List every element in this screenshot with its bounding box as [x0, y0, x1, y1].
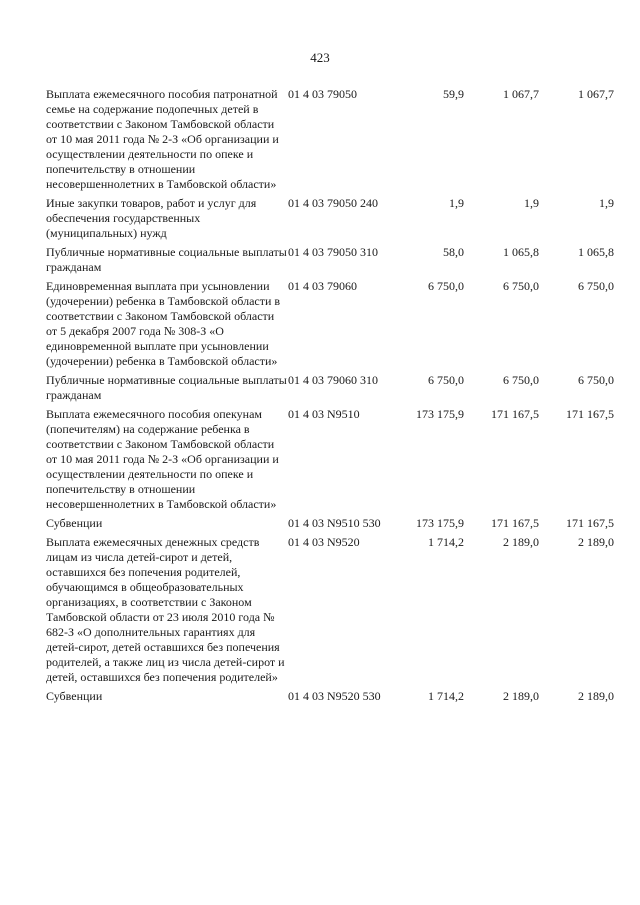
row-value-2: 1 065,8 — [503, 245, 539, 259]
table-row — [46, 689, 614, 708]
row-name: Иные закупки товаров, работ и услуг для обеспечения государственных (муниципальных) нужд — [46, 196, 257, 240]
row-value-1: 6 750,0 — [428, 279, 464, 293]
row-value-2: 171 167,5 — [491, 407, 539, 421]
row-value-1: 6 750,0 — [428, 373, 464, 387]
table-row — [46, 407, 614, 516]
row-code: 01 4 03 N9510 530 — [288, 516, 381, 530]
row-value-1: 173 175,9 — [416, 516, 464, 530]
row-code: 01 4 03 79050 310 — [288, 245, 378, 259]
table-row — [46, 535, 614, 689]
row-code: 01 4 03 N9520 530 — [288, 689, 381, 703]
row-value-1: 58,0 — [443, 245, 464, 259]
row-name: Выплата ежемесячного пособия патронатной семье на содержание подопечных детей в соответствии с Законом Тамбовской области от 10 мая 2011 года № 2-З «Об организации и осуществлении деятельности по опеке и попечительству в отношении несовершеннолетних в Тамбовской области» — [46, 87, 279, 191]
table-row — [46, 516, 614, 535]
row-value-2: 171 167,5 — [491, 516, 539, 530]
table-row — [46, 373, 614, 407]
row-value-2: 2 189,0 — [503, 535, 539, 549]
row-value-3: 1 065,8 — [578, 245, 614, 259]
row-name: Единовременная выплата при усыновлении (удочерении) ребенка в Тамбовской области в соответствии с Законом Тамбовской области от 5 декабря 2007 года № 308-З «О единовременной выплате при усыновлении (удочерении) ребенка в Тамбовской области» — [46, 279, 281, 368]
row-value-2: 6 750,0 — [503, 279, 539, 293]
row-code: 01 4 03 N9510 — [288, 407, 360, 421]
row-value-3: 1,9 — [599, 196, 614, 210]
row-name: Выплата ежемесячных денежных средств лицам из числа детей-сирот и детей, оставшихся без попечения родителей, обучающимся в общеобразовательных организациях, в соответствии с Законом Тамбовской области от 23 июля 2010 года № 682-З «О дополнительных гарантиях для детей-сирот, детей оставшихся без попечения родителей, а также лиц из числа детей-сирот и детей, оставшихся без попечения родителей» — [46, 535, 285, 684]
row-value-1: 1 714,2 — [428, 689, 464, 703]
table-row — [46, 279, 614, 373]
row-value-3: 2 189,0 — [578, 535, 614, 549]
row-value-3: 171 167,5 — [566, 516, 614, 530]
row-value-3: 6 750,0 — [578, 279, 614, 293]
row-code: 01 4 03 79050 — [288, 87, 357, 101]
row-value-1: 59,9 — [443, 87, 464, 101]
row-code: 01 4 03 79060 — [288, 279, 357, 293]
row-value-3: 2 189,0 — [578, 689, 614, 703]
row-value-2: 1 067,7 — [503, 87, 539, 101]
row-code: 01 4 03 79060 310 — [288, 373, 378, 387]
row-name: Публичные нормативные социальные выплаты гражданам — [46, 373, 287, 402]
table-row — [46, 196, 614, 245]
page-number: 423 — [310, 50, 330, 65]
row-value-1: 1 714,2 — [428, 535, 464, 549]
row-value-3: 171 167,5 — [566, 407, 614, 421]
table-row — [46, 87, 614, 196]
row-value-3: 1 067,7 — [578, 87, 614, 101]
row-name: Субвенции — [46, 689, 103, 703]
row-value-2: 1,9 — [524, 196, 539, 210]
table-row — [46, 245, 614, 279]
row-name: Субвенции — [46, 516, 103, 530]
budget-table — [46, 87, 614, 708]
row-value-2: 6 750,0 — [503, 373, 539, 387]
row-value-1: 1,9 — [449, 196, 464, 210]
row-name: Публичные нормативные социальные выплаты гражданам — [46, 245, 287, 274]
row-value-1: 173 175,9 — [416, 407, 464, 421]
row-name: Выплата ежемесячного пособия опекунам (попечителям) на содержание ребенка в соответствии с Законом Тамбовской области от 10 мая 2011 года № 2-З «Об организации и осуществлении деятельности по опеке и попечительству в отношении несовершеннолетних в Тамбовской области» — [46, 407, 279, 511]
row-value-2: 2 189,0 — [503, 689, 539, 703]
row-code: 01 4 03 79050 240 — [288, 196, 378, 210]
row-value-3: 6 750,0 — [578, 373, 614, 387]
row-code: 01 4 03 N9520 — [288, 535, 360, 549]
